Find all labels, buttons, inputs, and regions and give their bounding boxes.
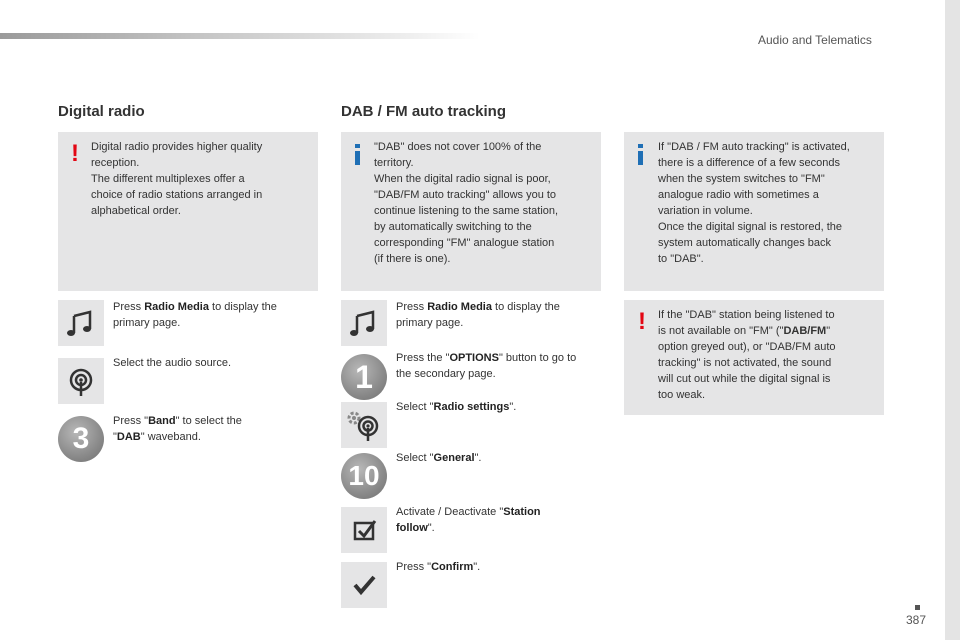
info-text: If "DAB / FM auto tracking" is activated, there is a difference of a few seconds when the system switches to "FM" analogue radio with sometimes a variation in volume. Once the digital signal is restored, the system automatically changes back to "DAB".: [658, 141, 850, 265]
auto-tracking-info-box: [624, 132, 884, 291]
warning-text: Digital radio provides higher quality reception. The different multiplexes offer a choice of radio stations arranged in alphabetical order.: [91, 141, 263, 217]
left-step-1: Press Radio Media to display the primary page.: [113, 301, 277, 329]
checkbox-icon: [341, 507, 387, 553]
digital-radio-warning-box: [58, 132, 318, 291]
middle-step-5: Activate / Deactivate "Station follow".: [396, 506, 541, 534]
step-number-badge-10: 10: [341, 453, 387, 499]
info-icon: [638, 144, 643, 162]
radio-settings-icon-tile: [341, 402, 387, 448]
dab-info-box: [341, 132, 601, 291]
warning-icon: !: [71, 140, 79, 167]
confirm-icon-tile: [341, 562, 387, 608]
info-text: "DAB" does not cover 100% of the territory. When the digital radio signal is poor, "DAB/FM auto tracking" allows you to continue listening to the same station, by automatically switching to the corresponding "FM" analogue station (if there is one).: [374, 141, 559, 265]
left-step-2: Select the audio source.: [113, 357, 232, 369]
middle-step-2: Press the "OPTIONS" button to go to the secondary page.: [396, 352, 577, 380]
middle-step-6: Press "Confirm".: [396, 561, 481, 573]
checkbox-icon-tile: [341, 507, 387, 553]
warning-icon: !: [638, 308, 646, 335]
checkmark-icon: [341, 562, 387, 608]
step-number-badge-1: 1: [341, 354, 387, 400]
middle-step-3: Select "Radio settings".: [396, 401, 517, 413]
music-note-icon-tile: [58, 300, 104, 346]
section-header: Audio and Telematics: [758, 33, 872, 47]
footer-dot: [915, 605, 920, 610]
page-edge-strip: [945, 0, 960, 640]
warning-text: If the "DAB" station being listened to is not available on "FM" ("DAB/FM" option greyed out), or "DAB/FM auto tracking" is not activated, the sound will cut out while the digital signal is too weak.: [658, 309, 836, 401]
dab-fm-title: DAB / FM auto tracking: [341, 103, 507, 120]
radio-settings-gear-icon: [341, 402, 387, 448]
music-note-icon: [58, 300, 104, 346]
music-note-icon: [341, 300, 387, 346]
step-number-badge-3: 3: [58, 416, 104, 462]
radio-source-icon-tile: [58, 358, 104, 404]
middle-step-1: Press Radio Media to display the primary page.: [396, 301, 560, 329]
digital-radio-title: Digital radio: [58, 103, 145, 120]
station-unavailable-warning-box: [624, 300, 884, 415]
page-number: 387: [906, 613, 927, 627]
music-note-icon-tile-2: [341, 300, 387, 346]
info-icon: [355, 144, 360, 162]
header-gradient-bar: [0, 33, 480, 39]
middle-step-4: Select "General".: [396, 452, 482, 464]
left-step-3: Press "Band" to select the "DAB" waveband.: [113, 415, 242, 443]
radio-antenna-icon: [58, 358, 104, 404]
